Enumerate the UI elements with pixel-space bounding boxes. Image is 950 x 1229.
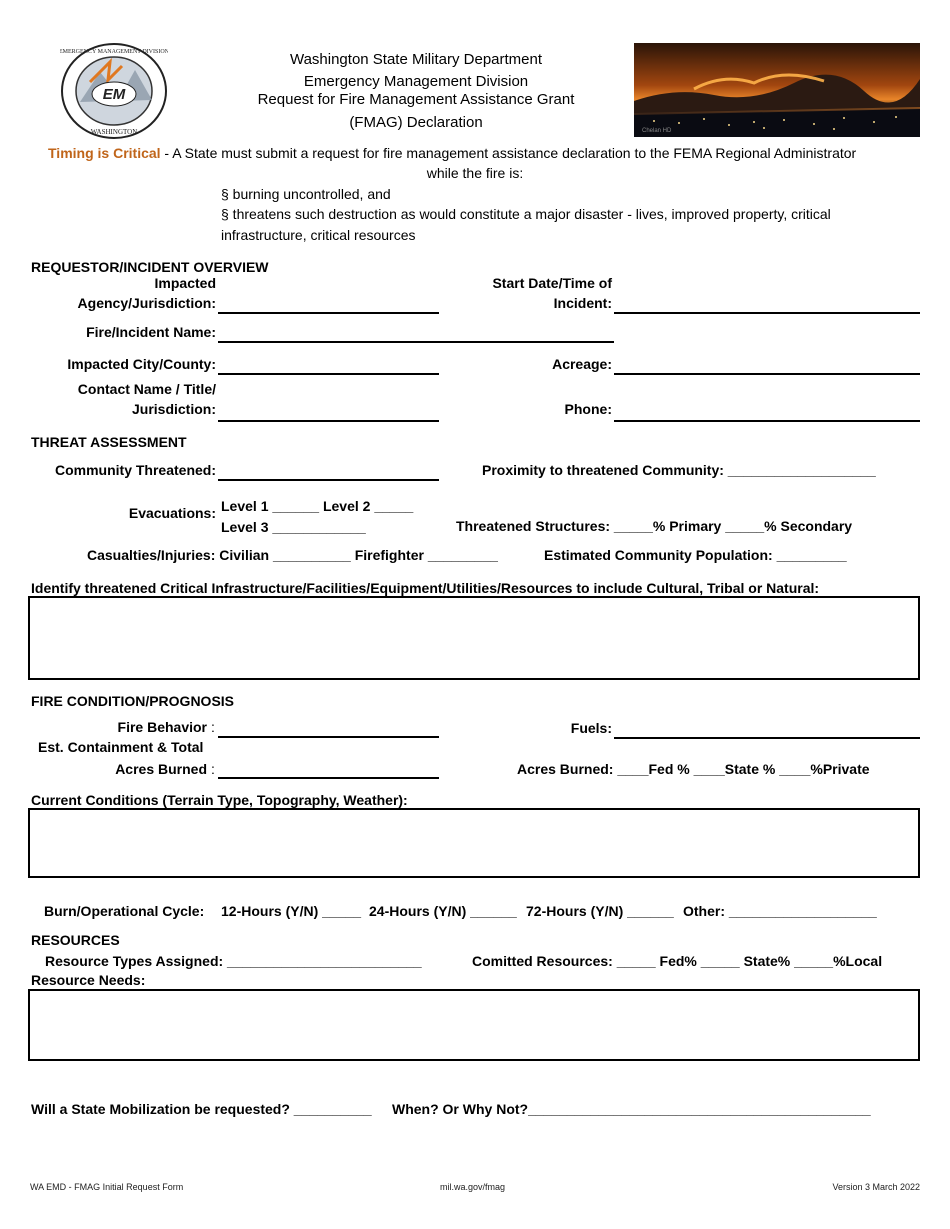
contact-label-2: Jurisdiction: <box>131 401 216 417</box>
community-threatened-label: Community Threatened: <box>54 462 216 478</box>
start-date-label-1: Start Date/Time of <box>492 275 612 291</box>
intro-line-2: while the fire is: <box>426 165 524 181</box>
start-date-label-2: Incident: <box>553 295 612 311</box>
impacted-agency-field[interactable] <box>218 312 439 314</box>
resource-needs-textarea[interactable] <box>28 989 920 1061</box>
estimated-population[interactable]: Estimated Community Population: _________ <box>544 547 847 563</box>
committed-resources[interactable]: Comitted Resources: _____ Fed% _____ State% _____%Local <box>472 953 883 969</box>
photo-credit: Chelan HD <box>642 128 672 134</box>
impacted-agency-label-1: Impacted <box>154 275 216 291</box>
proximity-field[interactable]: Proximity to threatened Community: ___________________ <box>482 462 876 478</box>
resource-types-assigned[interactable]: Resource Types Assigned: _________________________ <box>45 953 422 969</box>
fire-behavior-field[interactable] <box>218 736 439 738</box>
bullet-threatens-cont: infrastructure, critical resources <box>221 227 416 243</box>
cycle-72-hours[interactable]: 72-Hours (Y/N) ______ <box>526 903 674 919</box>
section-threat: THREAT ASSESSMENT <box>31 434 187 450</box>
acres-burned-ownership[interactable]: Acres Burned: ____Fed % ____State % ____%Private <box>517 761 870 777</box>
timing-critical-label: Timing is Critical <box>48 145 161 161</box>
fuels-field[interactable] <box>614 737 920 739</box>
critical-infrastructure-label: Identify threatened Critical Infrastructure/Facilities/Equipment/Utilities/Resources to include Cultural, Tribal or Natural: <box>31 580 820 596</box>
community-threatened-field[interactable] <box>218 479 439 481</box>
wildfire-night-photo <box>634 43 920 137</box>
intro-text-1: - A State must submit a request for fire management assistance declaration to the FEMA Regional Administrator <box>160 145 857 161</box>
fire-name-label: Fire/Incident Name: <box>86 324 216 340</box>
footer-version: Version 3 March 2022 <box>832 1182 920 1192</box>
cycle-24-hours[interactable]: 24-Hours (Y/N) ______ <box>369 903 517 919</box>
cycle-12-hours[interactable]: 12-Hours (Y/N) _____ <box>221 903 362 919</box>
fire-name-field[interactable] <box>218 341 614 343</box>
seal-top-text: EMERGENCY MANAGEMENT DIVISION <box>60 49 168 55</box>
cycle-other[interactable]: Other: ___________________ <box>683 903 877 919</box>
footer-form-name: WA EMD - FMAG Initial Request Form <box>30 1182 184 1192</box>
containment-field[interactable] <box>218 777 439 779</box>
bullet-threatens: § threatens such destruction as would constitute a major disaster - lives, improved property, critical <box>221 206 831 222</box>
phone-field[interactable] <box>614 420 920 422</box>
header-request-title: Request for Fire Management Assistance Grant <box>257 91 575 108</box>
phone-label: Phone: <box>564 401 612 417</box>
evacuation-levels-1-2[interactable]: Level 1 ______ Level 2 _____ <box>221 498 414 514</box>
seal-bottom-text: WASHINGTON <box>90 128 138 136</box>
containment-label-1: Est. Containment & Total <box>38 739 204 755</box>
contact-label-1: Contact Name / Title/ <box>77 381 216 397</box>
containment-colon: : <box>211 761 215 777</box>
threatened-structures[interactable]: Threatened Structures: _____% Primary _____% Secondary <box>456 518 853 534</box>
city-county-field[interactable] <box>218 373 439 375</box>
fire-behavior-colon: : <box>211 719 215 735</box>
critical-infrastructure-textarea[interactable] <box>28 596 920 680</box>
intro-line-1 <box>48 144 856 162</box>
current-conditions-label: Current Conditions (Terrain Type, Topography, Weather): <box>31 792 408 808</box>
city-county-label: Impacted City/County: <box>67 356 216 372</box>
impacted-agency-label-2: Agency/Jurisdiction: <box>77 295 216 311</box>
evacuation-level-3[interactable]: Level 3 ____________ <box>221 519 366 535</box>
contact-field[interactable] <box>218 420 439 422</box>
header-division: Emergency Management Division <box>303 73 529 90</box>
header-department: Washington State Military Department <box>289 51 543 68</box>
state-mobilization-when[interactable]: When? Or Why Not?____________________________________________ <box>392 1101 871 1117</box>
resource-needs-label: Resource Needs: <box>31 972 146 988</box>
bullet-burning: § burning uncontrolled, and <box>221 186 391 202</box>
seal-center-text: EM <box>102 86 126 103</box>
start-date-field[interactable] <box>614 312 920 314</box>
section-fire-condition: FIRE CONDITION/PROGNOSIS <box>31 693 235 709</box>
containment-label-2: Acres Burned <box>115 761 207 777</box>
section-resources: RESOURCES <box>31 932 120 948</box>
evacuations-label: Evacuations: <box>128 505 216 521</box>
footer-url: mil.wa.gov/fmag <box>440 1182 506 1192</box>
casualties-injuries[interactable]: Casualties/Injuries: Civilian __________ Firefighter _________ <box>87 547 498 563</box>
acreage-label: Acreage: <box>552 356 612 372</box>
current-conditions-textarea[interactable] <box>28 808 920 878</box>
acreage-field[interactable] <box>614 373 920 375</box>
state-mobilization-question[interactable]: Will a State Mobilization be requested? __________ <box>31 1101 372 1117</box>
header-fmag-title: (FMAG) Declaration <box>349 114 483 131</box>
fire-behavior-label: Fire Behavior <box>117 719 207 735</box>
burn-cycle-label: Burn/Operational Cycle: <box>44 903 205 919</box>
fuels-label: Fuels: <box>570 720 612 736</box>
section-requestor: REQUESTOR/INCIDENT OVERVIEW <box>31 259 269 275</box>
emd-seal-logo <box>60 42 168 140</box>
